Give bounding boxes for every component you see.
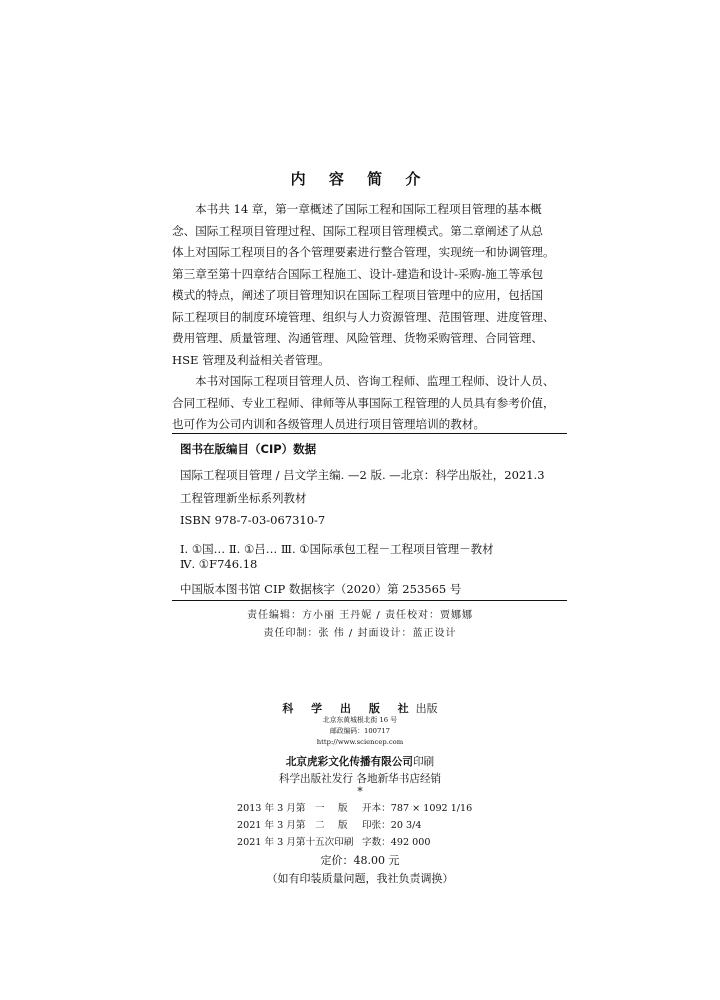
cip-isbn: ISBN 978-7-03-067310-7 xyxy=(180,513,326,527)
summary-line: 本书对国际工程项目管理人员、咨询工程师、监理工程师、设计人员、 xyxy=(195,374,555,388)
edition-date: 2021 年 3 月第 xyxy=(237,820,306,831)
cip-line: 工程管理新坐标系列教材 xyxy=(180,491,307,505)
summary-line: 体上对国际工程项目的各个管理要素进行整合管理，实现统一和协调管理。 xyxy=(172,245,555,259)
edition-row xyxy=(237,800,472,814)
edition-number: 二 xyxy=(315,820,325,831)
summary-line: 际工程项目的制度环境管理、组织与人力资源管理、范围管理、进度管理、 xyxy=(172,309,555,324)
publisher-postcode: 邮政编码：100717 xyxy=(330,727,390,735)
quality-note: （如有印装质量问题，我社负责调换） xyxy=(266,872,454,885)
star-separator: * xyxy=(357,785,363,798)
edition-row xyxy=(237,817,421,831)
cip-top-rule xyxy=(172,433,567,434)
price: 定价：48.00 元 xyxy=(320,854,400,867)
cip-bottom-rule xyxy=(172,600,567,601)
edition-kind: 版 xyxy=(338,820,348,831)
distribution-line: 科学出版社发行 各地新华书店经销 xyxy=(278,773,442,785)
summary-line: 本书共 14 章，第一章概述了国际工程和国际工程项目管理的基本概 xyxy=(195,202,542,216)
edition-detail: 字数：492 000 xyxy=(362,837,431,848)
edition-row xyxy=(237,834,430,848)
credits-line: 责任编辑：方小丽 王丹妮 / 责任校对：贾娜娜 xyxy=(247,610,473,621)
cip-line: Ⅰ. ①国… Ⅱ. ①吕… Ⅲ. ①国际承包工程－工程项目管理－教材 xyxy=(180,542,494,556)
publisher-name-text: 科 学 出 版 社 xyxy=(282,702,416,715)
edition-number: 一 xyxy=(315,803,325,814)
summary-line: HSE 管理及利益相关者管理。 xyxy=(172,352,330,367)
summary-line: 费用管理、质量管理、沟通管理、风险管理、货物采购管理、合同管理、 xyxy=(172,331,544,345)
summary-line: 也可作为公司内训和各级管理人员进行项目管理培训的教材。 xyxy=(172,417,486,431)
publisher-address: 北京东黄城根北街 16 号 xyxy=(322,716,398,724)
publisher-name xyxy=(0,700,720,716)
cip-line: Ⅳ. ①F746.18 xyxy=(180,557,258,571)
printer-suffix: 印刷 xyxy=(412,756,435,768)
credits-line: 责任印制：张 伟 / 封面设计：蓝正设计 xyxy=(263,628,457,639)
publisher-url: http://www.sciencep.com xyxy=(316,738,404,746)
edition-detail: 印张：20 3/4 xyxy=(362,820,422,831)
summary-line: 念、国际工程项目管理过程、国际工程项目管理模式。第二章阐述了从总 xyxy=(172,223,544,238)
summary-paragraph-1 xyxy=(172,199,559,371)
summary-paragraph-2 xyxy=(172,371,559,436)
edition-detail: 开本：787 × 1092 1/16 xyxy=(362,803,473,814)
cip-title: 图书在版编目（CIP）数据 xyxy=(180,442,317,456)
summary-line: 模式的特点，阐述了项目管理知识在国际工程项目管理中的应用，包括国 xyxy=(172,288,544,302)
edition-date: 2021 年 3 月第十五次印刷 xyxy=(237,837,354,848)
edition-date: 2013 年 3 月第 xyxy=(237,803,306,814)
printer-line xyxy=(0,754,720,769)
summary-title: 内 容 简 介 xyxy=(290,170,430,188)
cip-number: 中国版本图书馆 CIP 数据核字（2020）第 253565 号 xyxy=(180,582,462,596)
edition-kind: 版 xyxy=(338,803,348,814)
publisher-suffix: 出版 xyxy=(415,702,438,715)
summary-line: 第三章至第十四章结合国际工程施工、设计-建造和设计-采购-施工等承包 xyxy=(172,266,544,281)
summary-line: 合同工程师、专业工程师、律师等从事国际工程管理的人员具有参考价值， xyxy=(172,395,555,410)
cip-line: 国际工程项目管理 / 吕文学主编. —2 版. —北京：科学出版社，2021.3 xyxy=(180,468,545,482)
printer-name: 北京虎彩文化传播有限公司 xyxy=(285,756,413,768)
